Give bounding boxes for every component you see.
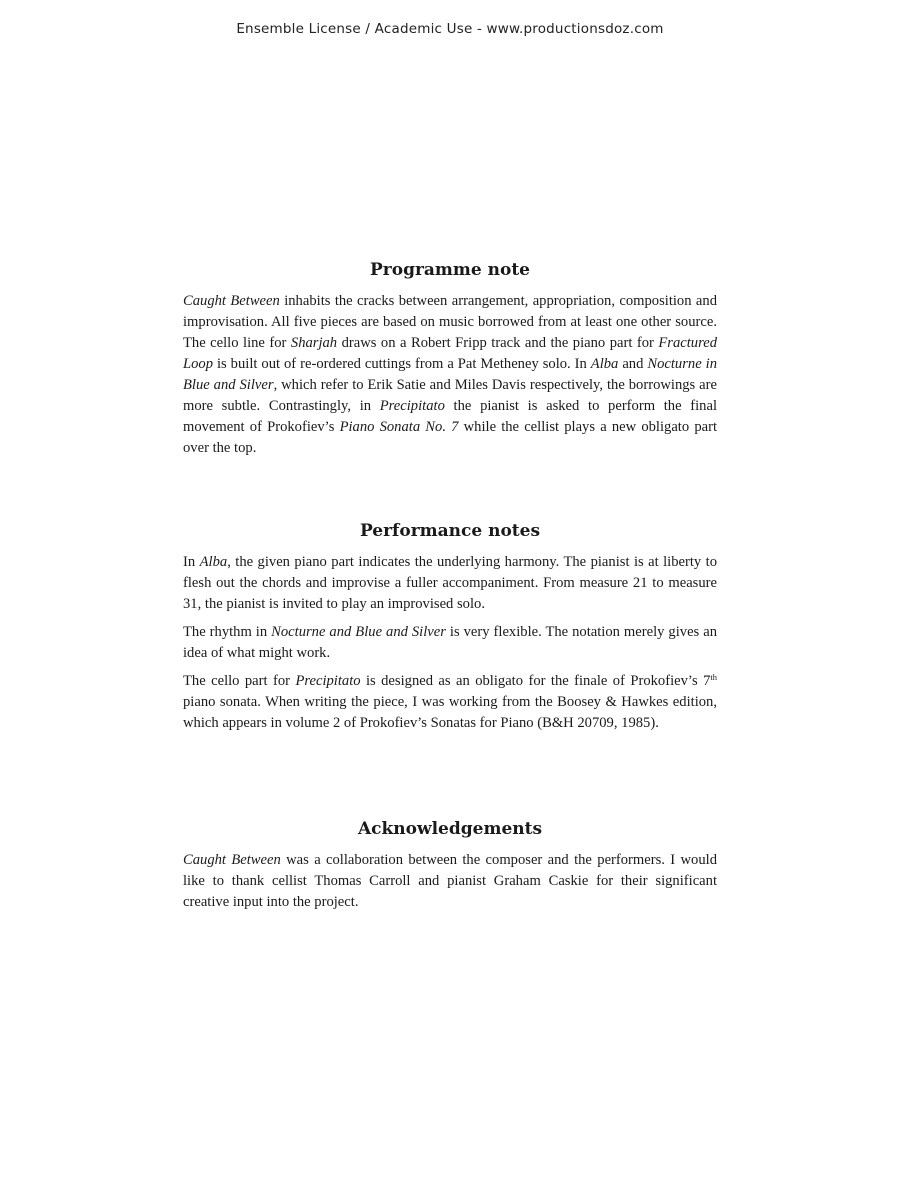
programme-note-heading: Programme note bbox=[369, 260, 530, 280]
text-run: inhabits the cracks between arrangement, appropriation, composition and improvisation. All five pieces are based on music borrowed from at least one other source. The cello line for bbox=[183, 293, 717, 351]
performance-paragraph-precipitato bbox=[183, 671, 717, 734]
work-title: Sharjah bbox=[290, 335, 338, 351]
performance-paragraph-nocturne bbox=[183, 622, 717, 664]
text-run: , which refer to Erik Satie and Miles Davis respectively, the borrowings are more subtle. Contrastingly, in bbox=[183, 377, 717, 414]
text-run: and bbox=[618, 356, 648, 372]
ordinal-suffix: th bbox=[710, 672, 717, 682]
text-run: is very flexible. The notation merely gives an idea of what might work. bbox=[183, 624, 717, 661]
text-run: is built out of re-ordered cuttings from a Pat Metheney solo. In bbox=[213, 356, 591, 372]
work-title: Nocturne in Blue and Silver bbox=[183, 356, 717, 393]
text-run: In bbox=[183, 554, 200, 570]
work-title: Caught Between bbox=[183, 852, 281, 868]
text-run: is designed as an obligato for the finale of Prokofiev’s 7 bbox=[360, 673, 711, 689]
acknowledgements-section bbox=[183, 818, 717, 920]
work-title: Alba bbox=[590, 356, 619, 372]
work-title: Precipitato bbox=[295, 673, 361, 689]
work-title: Piano Sonata No. 7 bbox=[339, 419, 459, 435]
license-header: Ensemble License / Academic Use - www.productionsdoz.com bbox=[236, 21, 664, 37]
work-title: Caught Between bbox=[183, 293, 280, 309]
work-title: Nocturne and Blue and Silver bbox=[271, 624, 446, 640]
text-run: The cello part for bbox=[183, 673, 296, 689]
text-run: while the cellist plays a new obligato part over the top. bbox=[183, 419, 718, 456]
performance-paragraph-alba bbox=[183, 552, 717, 615]
text-run: was a collaboration between the composer and the performers. I would like to thank cellist Thomas Carroll and pianist Graham Caskie for their significant creative input into the project. bbox=[183, 852, 717, 910]
programme-note-paragraph bbox=[183, 291, 717, 459]
work-title: Fractured Loop bbox=[183, 335, 718, 372]
performance-notes-section bbox=[183, 520, 717, 741]
text-run: The rhythm in bbox=[183, 624, 272, 640]
performance-notes-heading: Performance notes bbox=[359, 521, 541, 541]
programme-note-section bbox=[183, 259, 717, 466]
acknowledgements-heading: Acknowledgements bbox=[357, 819, 543, 839]
text-run: piano sonata. When writing the piece, I was working from the Boosey & Hawkes edition, which appears in volume 2 of Prokofiev’s Sonatas for Piano (B&H 20709, 1985). bbox=[183, 694, 717, 731]
text-run: draws on a Robert Fripp track and the piano part for bbox=[337, 335, 659, 351]
text-run: the pianist is asked to perform the final movement of Prokofiev’s bbox=[183, 398, 717, 435]
acknowledgements-paragraph bbox=[183, 850, 717, 913]
work-title: Precipitato bbox=[379, 398, 445, 414]
work-title: Alba bbox=[199, 554, 228, 570]
text-run: , the given piano part indicates the underlying harmony. The pianist is at liberty to flesh out the chords and improvise a fuller accompaniment. From measure 21 to measure 31, the pianist is invited to play an improvised solo. bbox=[183, 554, 717, 612]
